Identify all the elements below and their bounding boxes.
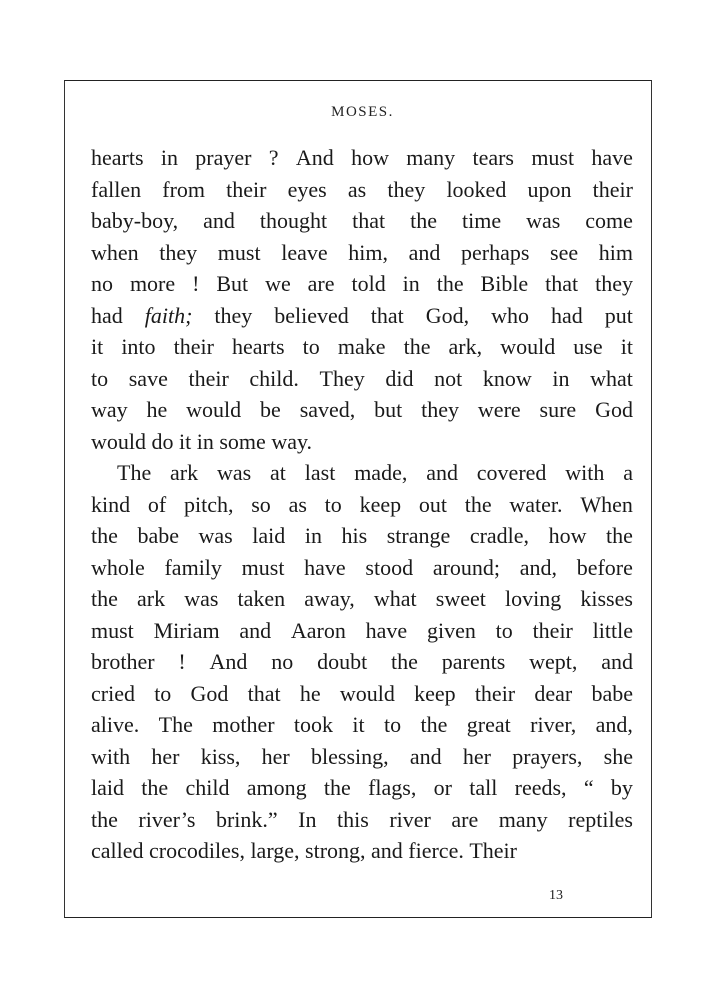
- text-line: would do it in some way.: [91, 428, 313, 454]
- running-head: MOSES.: [331, 104, 394, 120]
- paragraph: [91, 457, 633, 867]
- text-line: the river’s brink.” In this river are many reptiles: [91, 806, 633, 832]
- text-line: hearts in prayer ? And how many tears must have: [91, 145, 633, 170]
- text-line: alive. The mother took it to the great river, and,: [91, 712, 633, 737]
- text-line: no more ! But we are told in the Bible that they: [91, 271, 633, 296]
- paragraph: [91, 142, 633, 457]
- text-line: when they must leave him, and perhaps see him: [91, 239, 633, 265]
- text-line: fallen from their eyes as they looked upon their: [91, 176, 633, 202]
- page-number: 13: [549, 888, 563, 903]
- body-text: [91, 142, 633, 867]
- text-line: whole family must have stood around; and, before: [91, 554, 633, 580]
- text-line: to save their child. They did not know in what: [91, 365, 633, 391]
- text-line: cried to God that he would keep their dear babe: [91, 680, 633, 706]
- text-line: the ark was taken away, what sweet loving kisses: [91, 586, 633, 611]
- text-line: kind of pitch, so as to keep out the water. When: [91, 491, 633, 517]
- text-line: it into their hearts to make the ark, would use it: [91, 334, 633, 359]
- text-line: the babe was laid in his strange cradle, how the: [91, 523, 633, 548]
- text-line: laid the child among the flags, or tall reeds, “ by: [91, 775, 633, 800]
- text-line: The ark was at last made, and covered with a: [117, 460, 633, 485]
- text-line: with her kiss, her blessing, and her prayers, she: [91, 743, 633, 769]
- text-line: called crocodiles, large, strong, and fierce. Their: [91, 838, 517, 863]
- text-line: had faith; they believed that God, who had put: [91, 302, 633, 328]
- text-line: baby-boy, and thought that the time was come: [91, 208, 633, 233]
- text-line: way he would be saved, but they were sure God: [91, 397, 633, 422]
- text-line: brother ! And no doubt the parents wept, and: [91, 649, 633, 674]
- text-line: must Miriam and Aaron have given to their little: [91, 617, 633, 643]
